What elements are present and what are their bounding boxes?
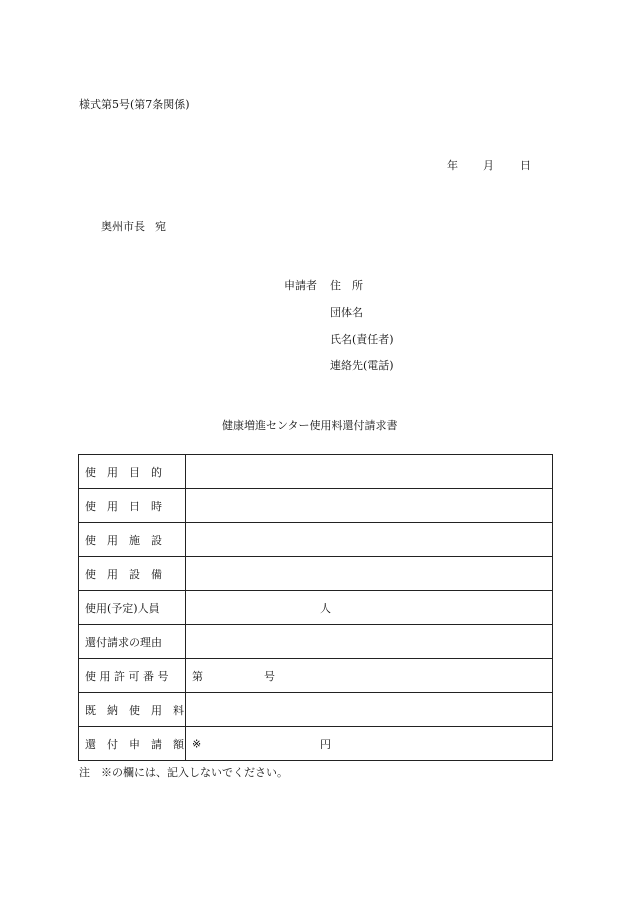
addressee-name: 奥州市長	[101, 220, 145, 233]
row-value-reason[interactable]	[186, 625, 553, 659]
row-label: 使 用 許 可 番 号	[79, 659, 186, 693]
applicant-group-label: 団体名	[330, 306, 363, 319]
row-value-permit-number[interactable]	[186, 659, 553, 693]
date-line	[447, 157, 531, 173]
table-row	[79, 455, 553, 489]
row-value-paid-fee[interactable]	[186, 693, 553, 727]
date-year: 年	[447, 159, 458, 172]
applicant-label: 申請者	[284, 279, 317, 292]
row-label: 使 用 日 時	[79, 489, 186, 523]
permit-suffix: 号	[264, 669, 275, 683]
row-label: 使 用 施 設	[79, 523, 186, 557]
refund-mark: ※	[192, 737, 202, 750]
form-number: 様式第5号(第7条関係)	[79, 98, 190, 111]
table-row	[79, 557, 553, 591]
table-row	[79, 659, 553, 693]
table-row	[79, 489, 553, 523]
row-value-purpose[interactable]	[186, 455, 553, 489]
row-value-refund-amount	[186, 727, 553, 761]
note: 注 ※の欄には、記入しないでください。	[79, 766, 288, 779]
row-value-datetime[interactable]	[186, 489, 553, 523]
table-row	[79, 727, 553, 761]
table-row	[79, 693, 553, 727]
addressee-honorific: 宛	[155, 220, 166, 233]
applicant-contact-label: 連絡先(電話)	[330, 359, 394, 372]
row-label: 還付請求の理由	[79, 625, 186, 659]
row-value-attendees[interactable]	[186, 591, 553, 625]
addressee	[101, 218, 166, 234]
table-row	[79, 523, 553, 557]
form-table	[78, 454, 553, 761]
document-title: 健康増進センター使用料還付請求書	[222, 419, 398, 432]
applicant-address-label: 住 所	[330, 279, 363, 292]
row-label: 還 付 申 請 額	[79, 727, 186, 761]
row-value-facility[interactable]	[186, 523, 553, 557]
date-day: 日	[520, 159, 531, 172]
refund-unit: 円	[320, 737, 331, 751]
table-row	[79, 625, 553, 659]
row-label: 使 用 設 備	[79, 557, 186, 591]
permit-prefix: 第	[192, 669, 203, 683]
row-label: 既 納 使 用 料	[79, 693, 186, 727]
row-label: 使 用 目 的	[79, 455, 186, 489]
row-label: 使用(予定)人員	[79, 591, 186, 625]
attendees-unit: 人	[320, 601, 331, 615]
table-row	[79, 591, 553, 625]
row-value-equipment[interactable]	[186, 557, 553, 591]
date-month: 月	[483, 159, 494, 172]
applicant-name-label: 氏名(責任者)	[330, 333, 394, 346]
